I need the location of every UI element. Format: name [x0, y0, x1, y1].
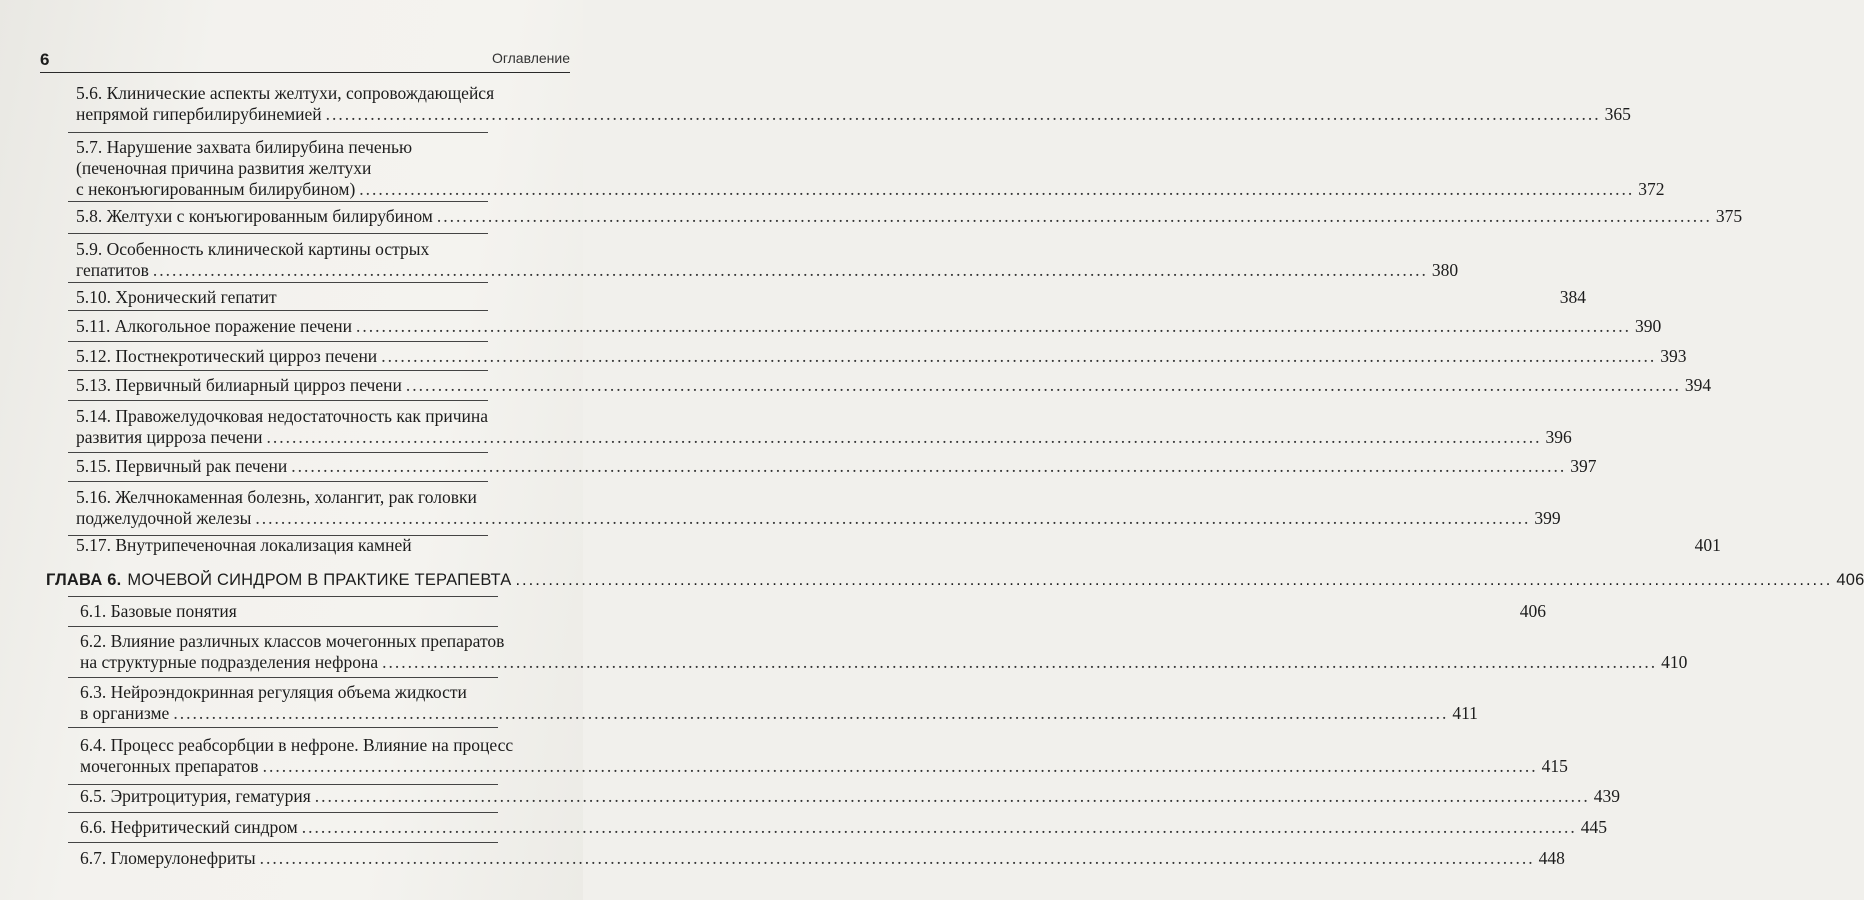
leader-dots: ........................................................................................................................................................................................................	[152, 260, 1428, 280]
toc-entry-5-9[interactable]	[76, 239, 1459, 281]
toc-entry-5-10[interactable]	[76, 287, 1586, 308]
leader-dots: ........................................................................................................................................................................................................	[325, 104, 1601, 124]
entry-line: 6.7. Гломерулонефриты	[80, 848, 256, 868]
entry-line: 6.5. Эритроцитурия, гематурия	[80, 786, 311, 806]
entry-page-number: 380	[1431, 260, 1459, 280]
chapter-label: ГЛАВА 6.	[46, 571, 122, 589]
entry-line: (печеночная причина развития желтухи	[76, 158, 372, 178]
entry-page-number: 411	[1452, 703, 1478, 723]
entry-line: на структурные подразделения нефрона	[80, 652, 379, 672]
divider	[68, 481, 488, 482]
divider	[68, 727, 498, 728]
entry-line: 6.1. Базовые понятия	[80, 601, 237, 621]
toc-entry-5-16[interactable]	[76, 487, 1561, 529]
leader-dots: ........................................................................................................................................................................................................	[173, 703, 1449, 723]
entry-page-number: 448	[1538, 848, 1565, 868]
divider	[68, 812, 498, 813]
toc-entry-5-7[interactable]	[76, 137, 1665, 200]
toc-entry-5-17[interactable]	[76, 535, 1721, 556]
entry-line: 5.16. Желчнокаменная болезнь, холангит, рак головки	[76, 487, 477, 507]
toc-entry-5-8[interactable]	[76, 206, 1743, 227]
entry-line: 5.13. Первичный билиарный цирроз печени	[76, 375, 402, 395]
entry-line: 6.3. Нейроэндокринная регуляция объема жидкости	[80, 682, 467, 702]
entry-line: 5.17. Внутрипеченочная локализация камней	[76, 535, 412, 555]
entry-page-number: 375	[1715, 206, 1743, 226]
toc-entry-6-7[interactable]	[80, 848, 1565, 869]
divider	[68, 784, 498, 785]
entry-page-number: 415	[1541, 756, 1568, 776]
entry-line: 5.10. Хронический гепатит	[76, 287, 277, 307]
leader-dots: ........................................................................................................................................................................................................	[356, 316, 1632, 336]
running-title: Оглавление	[491, 50, 570, 66]
leader-dots: ........................................................................................................................................................................................................	[259, 848, 1535, 868]
entry-line: 5.14. Правожелудочковая недостаточность как причина	[76, 406, 489, 426]
header-rule	[40, 72, 570, 73]
toc-entry-6-6[interactable]	[80, 817, 1607, 838]
toc-entry-5-14[interactable]	[76, 406, 1572, 448]
chapter-page-number: 406	[1836, 571, 1864, 589]
entry-line: с неконъюгированным билирубином)	[76, 179, 356, 199]
entry-page-number: 445	[1580, 817, 1607, 837]
entry-line: 5.9. Особенность клинической картины острых	[76, 239, 430, 259]
leader-dots: ........................................................................................................................................................................................................	[515, 571, 1833, 589]
divider	[68, 310, 488, 311]
toc-entry-6-1[interactable]	[80, 601, 1547, 622]
toc-entry-6-2[interactable]	[80, 631, 1688, 673]
divider	[68, 596, 498, 597]
divider	[68, 626, 498, 627]
toc-entry-5-11[interactable]	[76, 316, 1662, 337]
chapter-title: МОЧЕВОЙ СИНДРОМ В ПРАКТИКЕ ТЕРАПЕВТА	[127, 571, 512, 589]
entry-line: поджелудочной железы	[76, 508, 252, 528]
entry-page-number: 365	[1604, 104, 1631, 124]
divider	[68, 400, 488, 401]
entry-line: развития цирроза печени	[76, 427, 263, 447]
entry-line: 6.4. Процесс реабсорбции в нефроне. Влияние на процесс	[80, 735, 514, 755]
entry-line: 5.7. Нарушение захвата билирубина печенью	[76, 137, 413, 157]
leader-dots: ........................................................................................................................................................................................................	[405, 375, 1681, 395]
entry-page-number: 390	[1635, 316, 1662, 336]
toc-entry-5-13[interactable]	[76, 375, 1712, 396]
page-number: 6	[40, 50, 50, 69]
toc-entry-5-12[interactable]	[76, 346, 1687, 367]
entry-page-number: 397	[1570, 456, 1597, 476]
entry-line: 5.15. Первичный рак печени	[76, 456, 288, 476]
entry-page-number: 393	[1660, 346, 1687, 366]
leader-dots: ........................................................................................................................................................................................................	[301, 817, 1577, 837]
divider	[68, 233, 488, 234]
entry-line: мочегонных препаратов	[80, 756, 259, 776]
leader-dots: ........................................................................................................................................................................................................	[266, 427, 1542, 447]
entry-page-number: 396	[1545, 427, 1572, 447]
entry-line: непрямой гипербилирубинемией	[76, 104, 322, 124]
entry-page-number: 394	[1684, 375, 1712, 395]
toc-entry-6-5[interactable]	[80, 786, 1621, 807]
divider	[68, 452, 488, 453]
entry-line: 5.11. Алкогольное поражение печени	[76, 316, 353, 336]
entry-line: 6.2. Влияние различных классов мочегонных препаратов	[80, 631, 505, 651]
leader-dots: ........................................................................................................................................................................................................	[359, 179, 1635, 199]
divider	[68, 282, 488, 283]
entry-line: 5.6. Клинические аспекты желтухи, сопровождающейся	[76, 83, 495, 103]
toc-entry-6-3[interactable]	[80, 682, 1478, 724]
toc-entry-5-15[interactable]	[76, 456, 1597, 477]
divider	[68, 201, 488, 202]
entry-line: 5.12. Постнекротический цирроз печени	[76, 346, 378, 366]
leader-dots: ........................................................................................................................................................................................................	[262, 756, 1538, 776]
divider	[68, 677, 498, 678]
toc-entry-6-4[interactable]	[80, 735, 1568, 777]
entry-line: в организме	[80, 703, 170, 723]
entry-page-number: 401	[1694, 535, 1721, 555]
leader-dots: ........................................................................................................................................................................................................	[436, 206, 1712, 226]
leader-dots: ........................................................................................................................................................................................................	[255, 508, 1531, 528]
divider	[68, 842, 498, 843]
chapter-heading[interactable]	[46, 571, 1864, 590]
entry-line: гепатитов	[76, 260, 149, 280]
entry-page-number: 384	[1559, 287, 1586, 307]
entry-page-number: 439	[1593, 786, 1621, 806]
leader-dots: ........................................................................................................................................................................................................	[314, 786, 1590, 806]
leader-dots: ........................................................................................................................................................................................................	[291, 456, 1567, 476]
entry-line: 5.8. Желтухи с конъюгированным билирубином	[76, 206, 433, 226]
entry-page-number: 372	[1638, 179, 1665, 199]
divider	[68, 132, 488, 133]
divider	[68, 370, 488, 371]
entry-page-number: 410	[1661, 652, 1688, 672]
page-header	[40, 48, 570, 72]
entry-page-number: 399	[1534, 508, 1561, 528]
leader-dots: ........................................................................................................................................................................................................	[381, 346, 1657, 366]
toc-entry-5-6[interactable]	[76, 83, 1631, 125]
leader-dots: ........................................................................................................................................................................................................	[382, 652, 1658, 672]
entry-line: 6.6. Нефритический синдром	[80, 817, 298, 837]
entry-page-number: 406	[1519, 601, 1547, 621]
divider	[68, 341, 488, 342]
